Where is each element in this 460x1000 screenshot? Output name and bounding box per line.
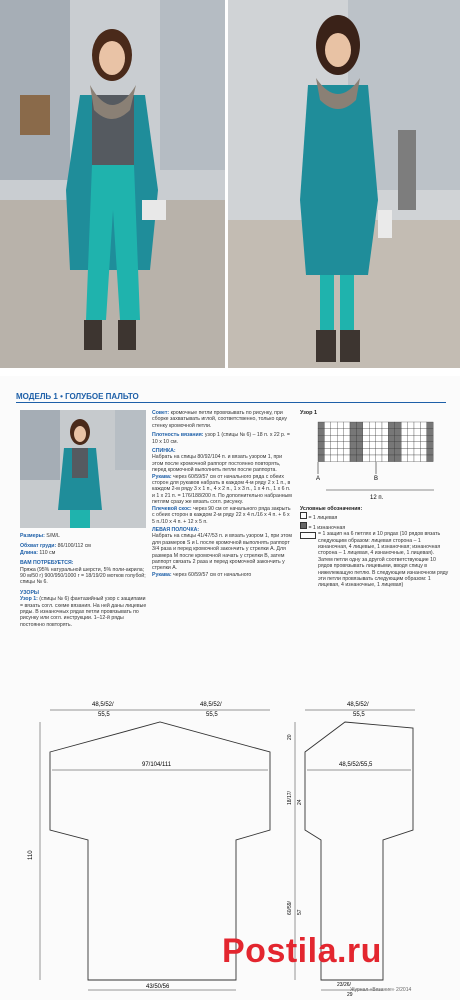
chart-cell [356, 448, 362, 455]
chart-cell [414, 422, 420, 429]
chart-cell [363, 448, 369, 455]
chart-cell [408, 422, 414, 429]
chart-cell [356, 429, 362, 436]
chart-cell [337, 448, 343, 455]
chart-cell [324, 448, 330, 455]
model-photo-front [0, 0, 225, 368]
page-title: МОДЕЛЬ 1 • ГОЛУБОЕ ПАЛЬТО [16, 392, 139, 401]
chart-cell [382, 422, 388, 429]
chart-cell [344, 429, 350, 436]
chart-cell [318, 429, 324, 436]
chart-cell [388, 448, 394, 455]
chart-cell [356, 442, 362, 449]
chart-cell [369, 429, 375, 436]
chart-cell [337, 442, 343, 449]
back-top-right-label: 48,5/52/ [200, 702, 222, 708]
chart-cell [388, 435, 394, 442]
chart-cell [414, 442, 420, 449]
left-front-text: Набрать на спицы 41/47/53 п. и вязать узором 1, при этом для размеров S и L после кромочной выполнять раппорт 3/4 раза и перед кромочной закончить у стрелки А. Для размера M после кромочной начать у стрелки В, затем раппорт связать 2 раза и перед кромочной закончить у стрелки А. [152, 533, 292, 572]
chart-cell [414, 455, 420, 462]
chart-cell [427, 435, 433, 442]
chart-cell [344, 422, 350, 429]
repeat-label: 12 п. [370, 495, 384, 501]
chart-cell [324, 422, 330, 429]
knitting-chart [296, 418, 446, 502]
back-width-label: 97/104/111 [142, 762, 172, 768]
chart-cell [382, 455, 388, 462]
chart-cell [420, 448, 426, 455]
chart-cell [427, 455, 433, 462]
chart-cell [401, 442, 407, 449]
chart-cell [331, 422, 337, 429]
front-seg2-label: 18/17/ [287, 791, 293, 805]
chart-cell [350, 455, 356, 462]
chart-cell [408, 448, 414, 455]
chart-cell [401, 455, 407, 462]
chart-cell [356, 455, 362, 462]
watermark-brand: Postila.ru [222, 932, 382, 970]
model-thumbnail [20, 410, 146, 528]
chart-cell [427, 422, 433, 429]
chart-cell [318, 422, 324, 429]
chart-cell [395, 448, 401, 455]
chart-cell [363, 455, 369, 462]
chart-cell [356, 435, 362, 442]
back-top-left-label: 48,5/52/ [92, 702, 114, 708]
back-top-left-label2: 55,5 [98, 712, 110, 718]
chart-cell [401, 448, 407, 455]
chart-cell [369, 435, 375, 442]
front-seg1-label: 20 [287, 734, 293, 740]
sizes-line: Размеры: S/M/L [20, 533, 60, 539]
front-bottom-label2: 29 [347, 992, 353, 998]
materials-heading: ВАМ ПОТРЕБУЕТСЯ: [20, 560, 74, 567]
chart-cell [395, 442, 401, 449]
chart-cell [408, 435, 414, 442]
chart-cell [324, 455, 330, 462]
patterns-heading: УЗОРЫ [20, 589, 39, 596]
chart-cell [427, 448, 433, 455]
chart-cell [414, 448, 420, 455]
chart-cell [401, 435, 407, 442]
chart-cell [331, 429, 337, 436]
back-height-label: 110 [28, 850, 34, 860]
chart-cell [344, 442, 350, 449]
chart-cell [427, 429, 433, 436]
chart-cell [420, 455, 426, 462]
chart-cell [350, 442, 356, 449]
back-text: Набрать на спицы 80/92/104 п. и вязать узором 1, при этом после кромочной раппорт постоянно повторять, перед кромочной выполнить петли после раппорта. [152, 454, 283, 474]
chart-cell [324, 435, 330, 442]
legend-item-purl: = 1 изнаночная [300, 522, 450, 531]
chart-cell [376, 448, 382, 455]
legend-item-knit: = 1 лицевая [300, 512, 450, 521]
sleeves2-text: Рукава: через 60/59/57 см от начального [152, 571, 252, 578]
chart-cell [420, 435, 426, 442]
chart-cell [388, 455, 394, 462]
back-bottom-label: 43/50/56 [146, 984, 170, 990]
front-width-label: 48,5/52/55,5 [339, 762, 373, 768]
chart-cell [318, 455, 324, 462]
chart-cell [401, 422, 407, 429]
chart-cell [363, 422, 369, 429]
left-front-heading: ЛЕВАЯ ПОЛОЧКА: [152, 526, 200, 533]
pattern1-text: Узор 1: (спицы № 6) фантазийный узор с защипами = вязать согл. схеме вязания. На ней даны лицевые ряды. В изнаночных рядах петли провязывать по рисунку или согл. инструкции. 1–12-й ряды постоянно повторять. [20, 596, 147, 628]
chart-cell [337, 422, 343, 429]
chart-cell [331, 435, 337, 442]
chart-cell [376, 442, 382, 449]
chart-cell [401, 429, 407, 436]
front-seg3-label: 24 [297, 799, 303, 805]
density-text: Плотность вязания: узор 1 (спицы № 6) – 18 п. х 22 р. = 10 х 10 см. [152, 432, 290, 445]
chart-cell [324, 429, 330, 436]
chart-cell [414, 429, 420, 436]
sleeves-text: Рукава: через 60/59/57 см от начального ряда с обеих сторон для рукавов набрать в каждом 4-м ряду 2 х 1 п., в каждом 2-м ряду 3 х 1 п., 4 х 2 п., 1 х 3 п., 1 х 4 п., 1 х 6 п. и 1 х 21 п. = 176/188/200 п. По дополнительно набранным петлям сразу же вязать согл. рисунку. [152, 473, 292, 506]
chart-cell [388, 442, 394, 449]
front-bottom-label: 23/26/ [337, 982, 351, 988]
chart-cell [388, 429, 394, 436]
chart-cell [420, 442, 426, 449]
front-seg4-label: 60/59/ [287, 901, 293, 915]
chart-cell [376, 429, 382, 436]
legend-heading: Условные обозначения: [300, 506, 363, 512]
chart-cell [369, 448, 375, 455]
front-top-label2: 55,5 [353, 712, 365, 718]
chart-cell [350, 435, 356, 442]
chart-cell [395, 429, 401, 436]
chart-cell [363, 442, 369, 449]
chart-cell [318, 435, 324, 442]
chart-cell [376, 455, 382, 462]
chart-cell [350, 422, 356, 429]
chart-cell [414, 435, 420, 442]
chart-cell [318, 442, 324, 449]
footer-credit: Журнал «Вязание» 2/2014 [350, 987, 412, 993]
chart-cell [369, 422, 375, 429]
back-heading: СПИНКА: [152, 448, 176, 455]
tip-text: Совет: кромочные петли провязывать по рисунку, при сборке захватывать иглой, соответственно, только одну стенку кромочной петли. [152, 410, 288, 429]
chart-cell [318, 448, 324, 455]
chart-cell [356, 422, 362, 429]
chart-cell [369, 455, 375, 462]
chart-cell [388, 422, 394, 429]
chart-cell [363, 429, 369, 436]
chest-line: Обхват груди: 86/100/112 см [20, 543, 91, 550]
chart-cell [420, 429, 426, 436]
chart-cell [395, 455, 401, 462]
front-seg5-label: 57 [297, 909, 303, 915]
chart-cell [382, 442, 388, 449]
chart-cell [331, 448, 337, 455]
chart-cell [337, 429, 343, 436]
chart-cell [331, 442, 337, 449]
chart-cell [344, 435, 350, 442]
chart-cell [331, 455, 337, 462]
chart-cell [395, 435, 401, 442]
arrow-a-label: A [316, 476, 321, 482]
chart-cell [337, 435, 343, 442]
chart-cell [344, 455, 350, 462]
chart-cell [350, 429, 356, 436]
chart-cell [382, 429, 388, 436]
front-top-label: 48,5/52/ [347, 702, 369, 708]
chart-cell [344, 448, 350, 455]
chart-cell [395, 422, 401, 429]
chart-cell [350, 448, 356, 455]
chart-cell [382, 448, 388, 455]
chart-cell [363, 435, 369, 442]
chart-cell [376, 422, 382, 429]
materials-text: Пряжа (95% натуральной шерсти, 5% поли-акрила; 90 м/50 г) 900/950/1000 г = 18/19/20 мотков голубой; спицы № 6. [20, 566, 146, 586]
chart-cell [408, 442, 414, 449]
chart-cell [382, 435, 388, 442]
length-line: Длина: 110 см [20, 549, 56, 556]
arrow-b-label: B [374, 476, 379, 482]
legend-item-tuck: = 1 защип на 6 петлях и 10 рядах (10 рядов вязать следующим образом: лицевая сторона – 1 изнаночная, 4 лицевые, 1 изнаночная; изнаночная сторона – 1 лицевая, 4 изнаночные, 1 лицевая). Затем петли одну за другой соответствующие 10 рядов провязывать лицевыми, вводя спицу в нижележащую петлю. В следующем изнаночном ряду эти петли провязывать следующим образом: 1 лицевая, 4 изнаночные, 1 лицевая) [300, 531, 450, 589]
model-photo-back [228, 0, 460, 368]
chart-cell [337, 455, 343, 462]
chart-cell [369, 442, 375, 449]
chart-title: Узор 1 [300, 410, 318, 416]
chart-cell [427, 442, 433, 449]
chart-cell [420, 422, 426, 429]
back-top-right-label2: 55,5 [206, 712, 218, 718]
chart-cell [376, 435, 382, 442]
shoulder-text: Плечевой скос: через 90 см от начального ряда закрыть с обеих сторон в каждом 2-м ряду 22 х 4 п./16 х 4 п. + 6 х 5 п./10 х 4 п. + 12 х 5 п. [152, 505, 291, 525]
chart-cell [408, 429, 414, 436]
chart-cell [408, 455, 414, 462]
chart-cell [324, 442, 330, 449]
